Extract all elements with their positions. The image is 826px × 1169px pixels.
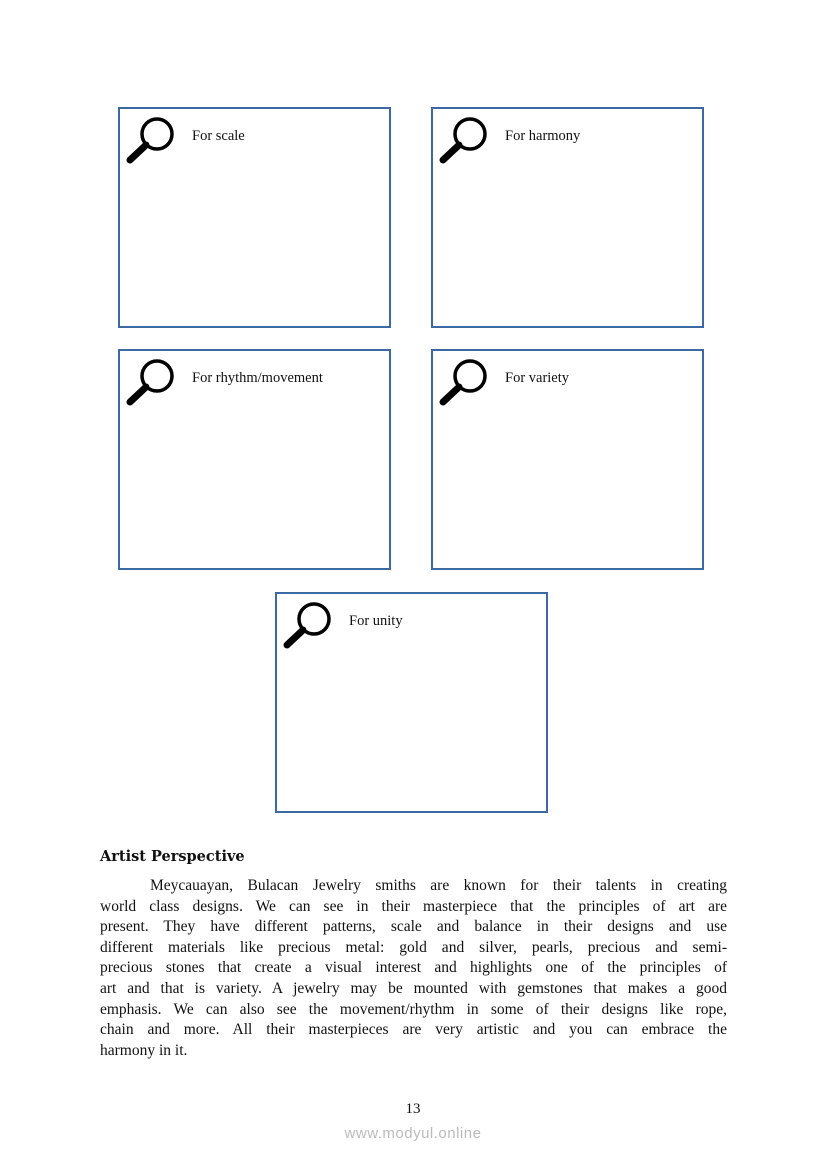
box-label: For variety [505, 370, 570, 386]
paragraph-line: art and that is variety. A jewelry may be mounted with gemstones that makes a good [100, 979, 727, 997]
answer-box-rhythm-movement[interactable] [118, 349, 391, 570]
paragraph-line: precious stones that create a visual interest and highlights one of the principles of [100, 959, 727, 977]
paragraph-line: world class designs. We can see in their masterpiece that the principles of art are [100, 897, 727, 915]
section-heading: Artist Perspective [100, 848, 245, 865]
paragraph-line: emphasis. We can also see the movement/rhythm in some of their designs like rope, [100, 1000, 727, 1018]
box-label: For harmony [505, 128, 581, 144]
magnifying-glass-icon [280, 599, 336, 655]
box-label: For rhythm/movement [192, 370, 323, 386]
body-paragraph [100, 876, 727, 1061]
magnifying-glass-icon [123, 356, 179, 412]
magnifying-glass-icon [123, 114, 179, 170]
magnifying-glass-icon [436, 356, 492, 412]
paragraph-line: harmony in it. [100, 1041, 188, 1059]
page-number: 13 [405, 1101, 421, 1117]
answer-box-scale[interactable] [118, 107, 391, 328]
paragraph-line: Meycauayan, Bulacan Jewelry smiths are known for their talents in creating [150, 877, 727, 894]
answer-box-harmony[interactable] [431, 107, 704, 328]
answer-box-variety[interactable] [431, 349, 704, 570]
watermark: www.modyul.online [344, 1125, 482, 1142]
answer-box-unity[interactable] [275, 592, 548, 813]
paragraph-line: different materials like precious metal: gold and silver, pearls, precious and semi- [100, 938, 727, 956]
paragraph-line: chain and more. All their masterpieces are very artistic and you can embrace the [100, 1021, 727, 1039]
paragraph-line: present. They have different patterns, scale and balance in their designs and use [100, 918, 727, 936]
box-label: For unity [349, 613, 403, 629]
magnifying-glass-icon [436, 114, 492, 170]
box-label: For scale [192, 128, 245, 144]
